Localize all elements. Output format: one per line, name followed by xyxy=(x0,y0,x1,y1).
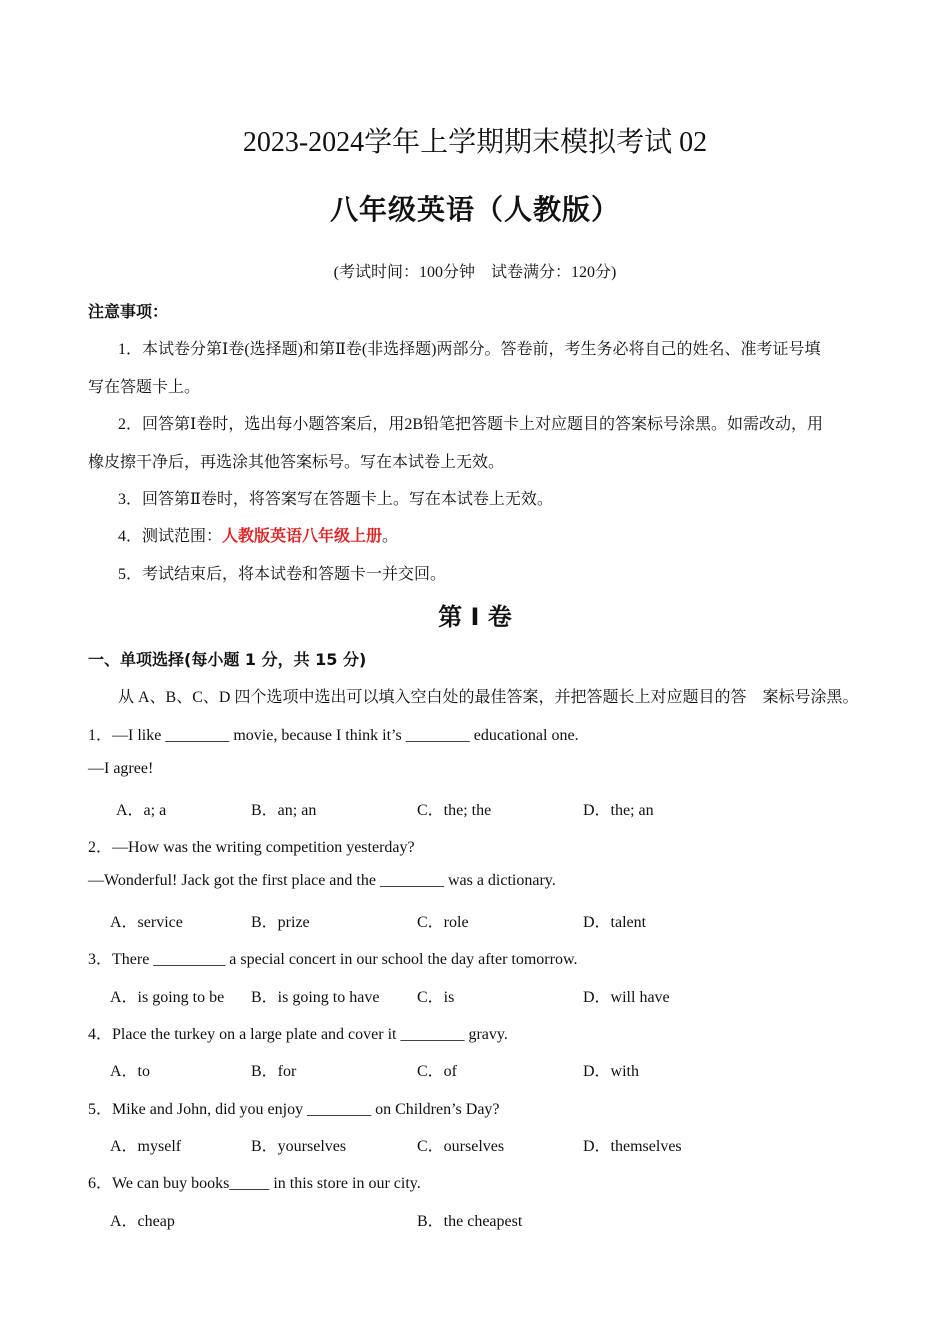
question-4-option-d: D．with xyxy=(583,1063,640,1080)
question-4-option-b: B．for xyxy=(251,1063,297,1080)
notice-item-4-suffix: 。 xyxy=(382,528,399,545)
notice-item-4 xyxy=(118,523,398,546)
question-4-stem: 4．Place the turkey on a large plate and cover it ________ gravy. xyxy=(88,1026,508,1043)
question-3-option-c: C．is xyxy=(417,989,455,1006)
question-5-stem: 5．Mike and John, did you enjoy ________ on Children’s Day? xyxy=(88,1101,500,1118)
question-6-option-a: A．cheap xyxy=(110,1213,175,1230)
question-1-option-c: C．the; the xyxy=(417,802,492,819)
notice-item-1-line-2: 写在答题卡上。 xyxy=(88,379,201,396)
question-1-stem: 1．—I like ________ movie, because I think it’s ________ educational one. xyxy=(88,727,579,744)
question-1-option-a: A．a; a xyxy=(116,802,167,819)
notice-item-1-line-1: 1．本试卷分第Ⅰ卷(选择题)和第Ⅱ卷(非选择题)两部分。答卷前，考生务必将自己的姓名、准考证号填 xyxy=(118,341,821,358)
part-1-heading: 一、单项选择(每小题 1 分，共 15 分) xyxy=(88,650,367,669)
exam-meta: (考试时间：100分钟 试卷满分：120分) xyxy=(333,264,617,281)
notice-item-2-line-2: 橡皮擦干净后，再选涂其他答案标号。写在本试卷上无效。 xyxy=(88,454,505,471)
question-3-option-a: A．is going to be xyxy=(110,989,225,1006)
question-5-option-b: B．yourselves xyxy=(251,1138,347,1155)
notice-item-4-prefix: 4．测试范围： xyxy=(118,528,223,545)
question-3-option-b: B．is going to have xyxy=(251,989,380,1006)
question-2-option-a: A．service xyxy=(110,914,183,931)
question-5-option-a: A．myself xyxy=(110,1138,182,1155)
question-4-option-a: A．to xyxy=(110,1063,151,1080)
question-2-stem: 2．—How was the writing competition yesterday? xyxy=(88,839,415,856)
notice-heading: 注意事项： xyxy=(88,302,169,321)
question-4-option-c: C．of xyxy=(417,1063,458,1080)
question-2-stem-2: —Wonderful! Jack got the first place and the ________ was a dictionary. xyxy=(88,872,556,889)
question-5-option-d: D．themselves xyxy=(583,1138,682,1155)
notice-item-3: 3．回答第Ⅱ卷时，将答案写在答题卡上。写在本试卷上无效。 xyxy=(118,491,553,508)
question-1-option-d: D．the; an xyxy=(583,802,654,819)
question-2-option-b: B．prize xyxy=(251,914,310,931)
question-1-stem-2: —I agree! xyxy=(88,760,154,777)
question-6-stem: 6．We can buy books_____ in this store in our city. xyxy=(88,1175,421,1192)
question-3-option-d: D．will have xyxy=(583,989,670,1006)
question-5-option-c: C．ourselves xyxy=(417,1138,505,1155)
part-1-instruction: 从 A、B、C、D 四个选项中选出可以填入空白处的最佳答案，并把答题长上对应题目的答 案标号涂黑。 xyxy=(118,689,859,706)
question-1-option-b: B．an; an xyxy=(251,802,317,819)
question-2-option-c: C．role xyxy=(417,914,469,931)
notice-item-2-line-1: 2．回答第Ⅰ卷时，选出每小题答案后，用2B铅笔把答题卡上对应题目的答案标号涂黑。如需改动，用 xyxy=(118,416,823,433)
question-3-stem: 3．There _________ a special concert in our school the day after tomorrow. xyxy=(88,951,578,968)
exam-subtitle: 八年级英语（人教版） xyxy=(329,193,620,226)
section-title: 第 I 卷 xyxy=(438,603,512,631)
question-2-option-d: D．talent xyxy=(583,914,647,931)
notice-item-5: 5．考试结束后，将本试卷和答题卡一并交回。 xyxy=(118,566,447,583)
question-6-option-b: B．the cheapest xyxy=(417,1213,523,1230)
exam-title: 2023-2024学年上学期期末模拟考试 02 xyxy=(242,127,708,158)
test-scope: 人教版英语八年级上册 xyxy=(222,526,383,545)
